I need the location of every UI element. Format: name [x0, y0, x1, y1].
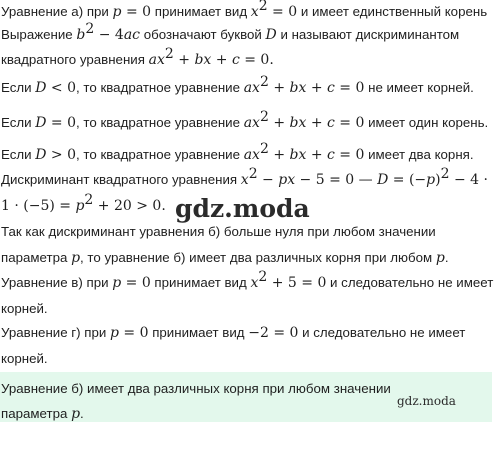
math-expr: + 5 = 0	[267, 275, 327, 291]
line-11	[1, 269, 494, 292]
text: и следовательно не имеет	[298, 325, 466, 340]
line-3	[1, 46, 274, 69]
math-expr: = 0	[334, 115, 365, 131]
text: и следовательно не имеет	[326, 275, 494, 290]
math-var: p	[435, 250, 445, 266]
math-expr: +	[306, 147, 328, 163]
math-expr: +	[306, 115, 328, 131]
text: имеет один корень.	[364, 115, 489, 130]
text: , то квадратное уравнение	[76, 80, 244, 95]
math-sup: 2	[258, 0, 268, 14]
math-var: p	[112, 4, 122, 20]
math-var: ac	[123, 27, 140, 43]
math-sup: 2	[259, 109, 269, 125]
text: параметра	[1, 406, 72, 421]
math-sup: 2	[248, 166, 258, 182]
math-expr: +	[211, 52, 232, 68]
math-var: bx	[289, 147, 307, 163]
math-expr: > 0	[46, 147, 77, 163]
line-9	[1, 223, 436, 241]
math-expr: = 0	[267, 4, 298, 20]
math-var: D	[377, 172, 389, 188]
math-expr: = 0.	[239, 52, 274, 68]
math-var: p	[75, 198, 85, 214]
math-expr: = 0	[118, 325, 149, 341]
text: обозначают буквой	[140, 27, 266, 42]
line-16	[1, 405, 84, 423]
math-var: c	[327, 147, 335, 163]
text: и имеет единственный корень	[297, 4, 488, 19]
line-1	[1, 0, 488, 21]
text: Уравнение а) при	[1, 4, 113, 19]
math-var: p	[71, 406, 81, 422]
math-expr: −	[257, 172, 279, 188]
watermark-small: gdz.moda	[397, 394, 456, 408]
text: Уравнение б) имеет два различных корня при любом значении	[1, 381, 391, 396]
math-var: D	[35, 147, 47, 163]
text: принимает вид	[150, 275, 251, 290]
text: корней.	[1, 301, 48, 316]
math-var: ax	[243, 80, 260, 96]
text: корней.	[1, 351, 48, 366]
text: и называют дискриминантом	[276, 27, 460, 42]
math-expr: )	[435, 172, 441, 188]
math-var: c	[327, 115, 335, 131]
math-var: ax	[243, 115, 260, 131]
line-14	[1, 350, 48, 368]
line-8	[1, 192, 166, 215]
math-expr: +	[268, 115, 290, 131]
line-15	[1, 380, 391, 398]
line-7	[1, 166, 488, 189]
math-var: px	[278, 172, 296, 188]
line-5	[1, 109, 489, 132]
math-var: bx	[289, 80, 307, 96]
line-2	[1, 21, 460, 44]
math-expr: < 0	[46, 80, 77, 96]
math-var: x	[250, 275, 259, 291]
math-expr: = 0	[46, 115, 77, 131]
math-sup: 2	[84, 192, 94, 208]
line-4	[1, 74, 474, 97]
text: Если	[1, 80, 36, 95]
math-var: c	[231, 52, 240, 68]
math-sup: 2	[259, 141, 269, 157]
math-expr: + 20 > 0.	[93, 198, 166, 214]
text: принимает вид	[151, 4, 251, 19]
math-expr: = 0	[334, 147, 365, 163]
math-expr: +	[268, 147, 290, 163]
text: , то уравнение б) имеет два различных корня при любом	[80, 250, 436, 265]
math-expr: − 5 = 0 —	[295, 172, 378, 188]
math-expr: −2 = 0	[248, 325, 299, 341]
math-var: D	[35, 80, 47, 96]
text: , то квадратное уравнение	[76, 115, 244, 130]
math-var: bx	[289, 115, 307, 131]
math-expr: +	[173, 52, 195, 68]
math-var: p	[112, 275, 122, 291]
math-var: x	[250, 4, 259, 20]
math-var: D	[35, 115, 47, 131]
math-sup: 2	[258, 269, 268, 285]
math-expr: +	[306, 80, 328, 96]
math-var: ax	[243, 147, 260, 163]
text: параметра	[1, 250, 72, 265]
math-expr: = 0	[334, 80, 365, 96]
line-10	[1, 249, 449, 267]
text: , то квадратное уравнение	[76, 147, 244, 162]
math-var: b	[76, 27, 86, 43]
math-sup: 2	[259, 74, 269, 90]
math-expr: = (−	[388, 172, 427, 188]
math-expr: = 0	[121, 275, 151, 291]
math-expr: − 4	[94, 27, 124, 43]
text: Если	[1, 115, 36, 130]
math-var: p	[426, 172, 436, 188]
math-expr: 1 · (−5) =	[1, 198, 76, 214]
text: Выражение	[1, 27, 77, 42]
text: принимает вид	[148, 325, 249, 340]
math-var: p	[71, 250, 81, 266]
text: .	[444, 250, 449, 265]
math-sup: 2	[440, 166, 450, 182]
text: Так как дискриминант уравнения б) больше нуля при любом значении	[1, 224, 436, 239]
math-expr: +	[268, 80, 290, 96]
math-var: ax	[148, 52, 165, 68]
text: Уравнение в) при	[1, 275, 113, 290]
text: не имеет корней.	[364, 80, 474, 95]
text: имеет два корня.	[364, 147, 474, 162]
math-var: x	[240, 172, 249, 188]
text: Если	[1, 147, 36, 162]
math-var: p	[110, 325, 119, 341]
math-var: bx	[194, 52, 212, 68]
text: Уравнение г) при	[1, 325, 110, 340]
math-var: c	[327, 80, 335, 96]
line-12	[1, 300, 48, 318]
math-sup: 2	[164, 46, 174, 62]
math-expr: − 4 ·	[449, 172, 488, 188]
text: квадратного уравнения	[1, 52, 149, 67]
math-expr: = 0	[121, 4, 152, 20]
watermark-logo: gdz.moda	[175, 194, 310, 223]
text: .	[80, 406, 84, 421]
line-13	[1, 324, 465, 342]
line-6	[1, 141, 474, 164]
math-var: D	[265, 27, 277, 43]
text: Дискриминант квадратного уравнения	[1, 172, 241, 187]
math-sup: 2	[85, 21, 95, 37]
